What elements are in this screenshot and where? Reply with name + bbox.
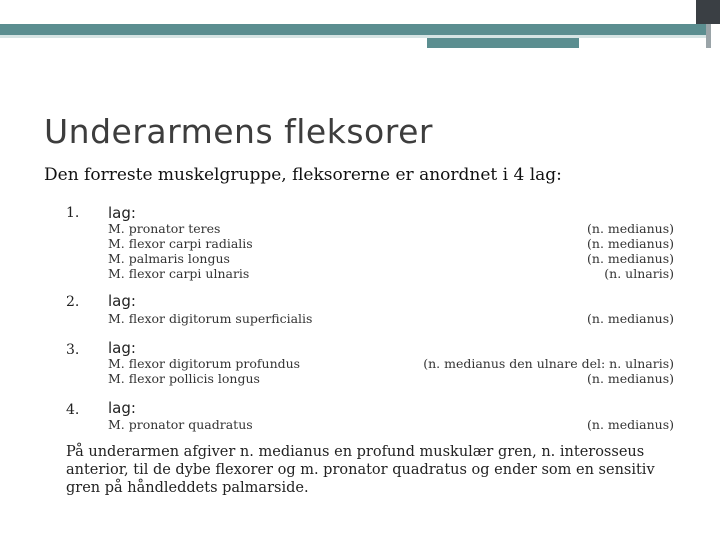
corner-dark-block bbox=[696, 0, 720, 24]
layer-nerve-list bbox=[587, 417, 674, 432]
header-bar-teal bbox=[0, 24, 720, 35]
muscle-item: M. pronator teres bbox=[108, 221, 221, 236]
layer-muscle-list bbox=[108, 417, 253, 432]
layer-muscle-list bbox=[108, 356, 300, 386]
muscle-item: M. palmaris longus bbox=[108, 251, 230, 266]
layer-label: lag: bbox=[108, 339, 136, 357]
nerve-item: (n. medianus) bbox=[587, 221, 674, 236]
muscle-item: M. flexor digitorum profundus bbox=[108, 356, 301, 371]
layer-number: 3. bbox=[66, 342, 80, 358]
nerve-item: (n. medianus) bbox=[587, 371, 674, 386]
muscle-item: M. flexor pollicis longus bbox=[108, 371, 260, 386]
layer-nerve-list bbox=[587, 311, 674, 326]
muscle-item: M. pronator quadratus bbox=[108, 417, 253, 432]
slide-footer-text: På underarmen afgiver n. medianus en profund muskulær gren, n. interosseus anterior, til de dybe flexorer og m. pronator quadratus og ender som en sensitiv gren på håndleddets palmarside. bbox=[66, 444, 655, 496]
header-accent-bar bbox=[427, 38, 579, 48]
muscle-item: M. flexor digitorum superficialis bbox=[108, 311, 313, 326]
layer-number: 1. bbox=[66, 205, 80, 221]
nerve-item: (n. medianus) bbox=[587, 417, 674, 432]
muscle-item: M. flexor carpi ulnaris bbox=[108, 266, 250, 281]
layer-label: lag: bbox=[108, 292, 136, 310]
slide-title: Underarmens fleksorer bbox=[44, 112, 433, 151]
layer-label: lag: bbox=[108, 399, 136, 417]
layer-nerve-list bbox=[587, 221, 674, 281]
layer-number: 2. bbox=[66, 294, 80, 310]
layer-muscle-list bbox=[108, 221, 253, 281]
header-bar-top bbox=[0, 0, 696, 24]
layer-nerve-list bbox=[423, 356, 674, 386]
nerve-item: (n. medianus) bbox=[587, 236, 674, 251]
nerve-item: (n. medianus) bbox=[587, 251, 674, 266]
layer-number: 4. bbox=[66, 402, 80, 418]
nerve-item: (n. ulnaris) bbox=[604, 266, 674, 281]
nerve-item: (n. medianus den ulnare del: n. ulnaris) bbox=[423, 356, 674, 371]
muscle-item: M. flexor carpi radialis bbox=[108, 236, 253, 251]
header-bar-line bbox=[0, 35, 720, 38]
layer-label: lag: bbox=[108, 204, 136, 222]
layer-muscle-list bbox=[108, 311, 312, 326]
nerve-item: (n. medianus) bbox=[587, 311, 674, 326]
corner-white-block bbox=[711, 24, 720, 48]
slide-intro: Den forreste muskelgruppe, fleksorerne er anordnet i 4 lag: bbox=[44, 165, 562, 185]
